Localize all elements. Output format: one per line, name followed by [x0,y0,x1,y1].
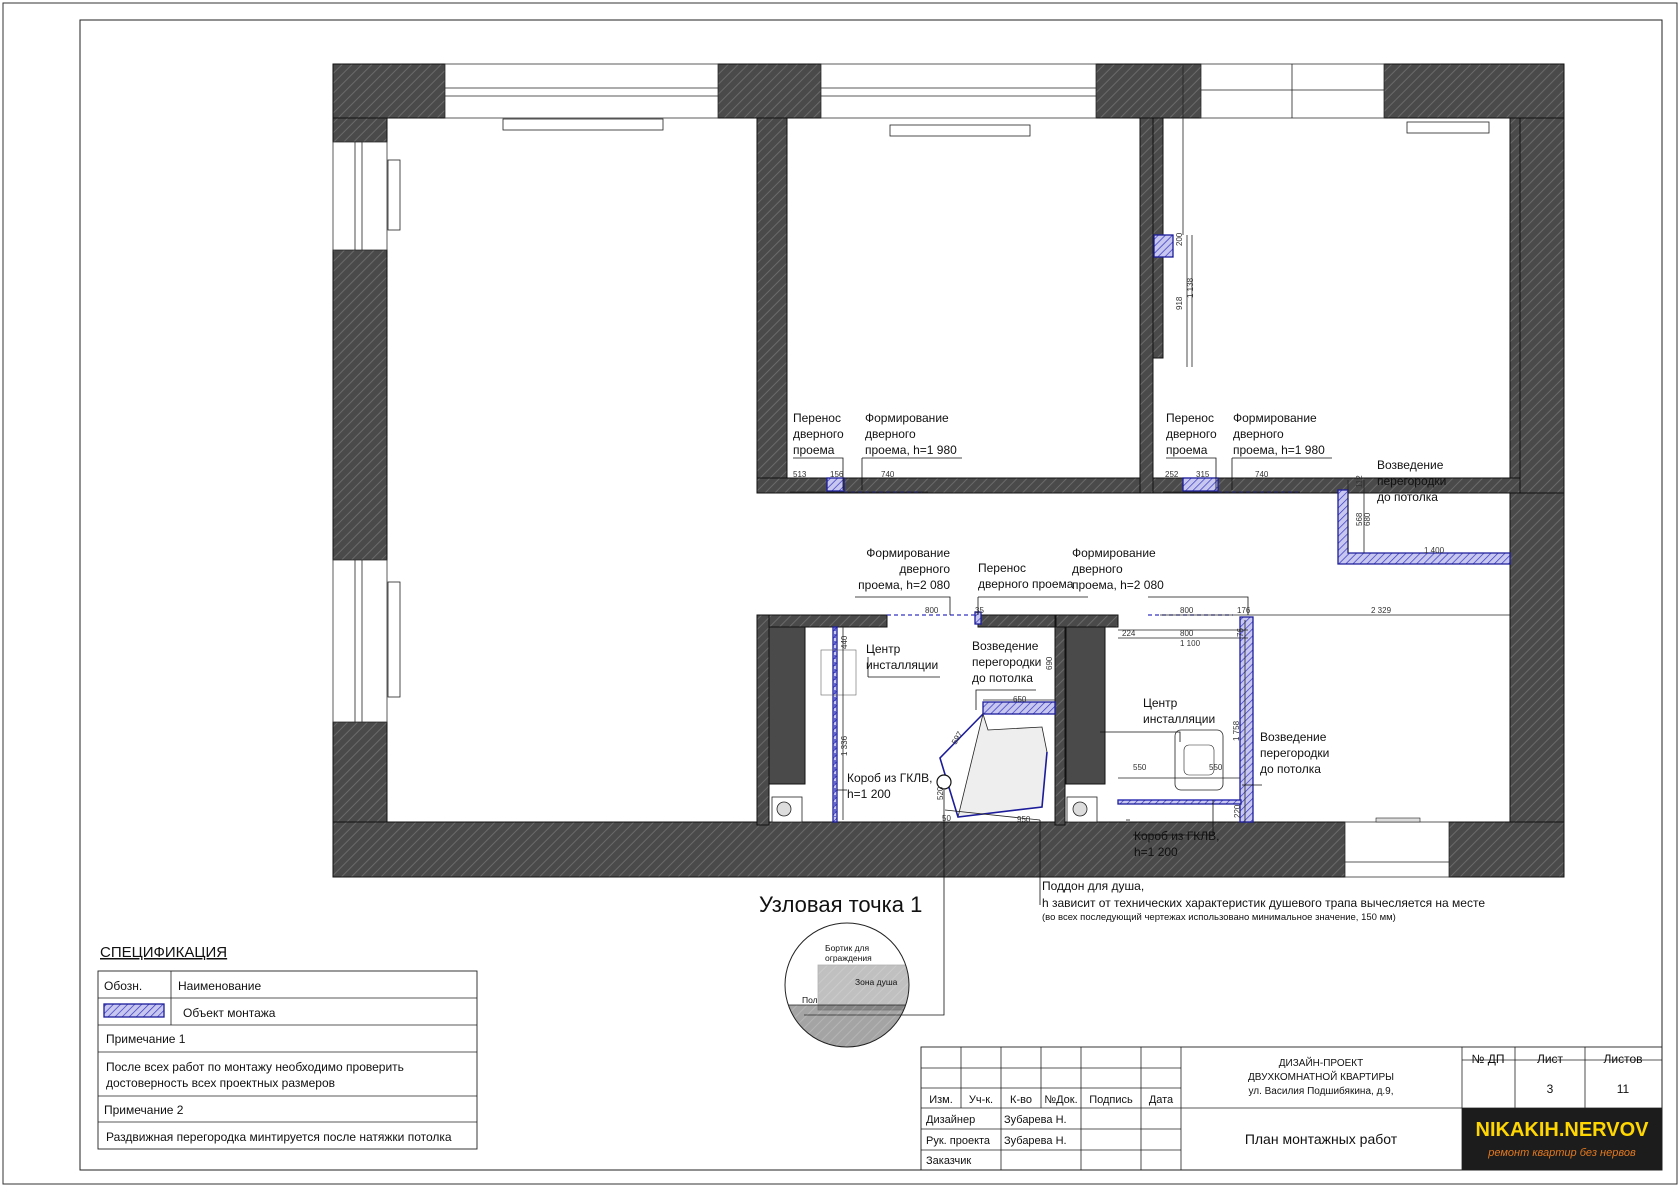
dimension-d13: 1 400 [1424,546,1445,555]
shower-note-line-1: Поддон для душа, [1042,879,1145,893]
window-top-2 [821,64,1096,118]
plan-label-a12-line-2: до потолка [1260,762,1321,776]
specification [98,944,477,1149]
plan-label-a8-line-2: проема, h=2 080 [1072,578,1164,592]
dimension-d20: 650 [1013,695,1027,704]
plan-label-a13-line-0: Короб из ГКЛВ, [847,771,933,785]
dimension-d7: 200 [1175,232,1184,246]
plan-label-a5-line-0: Возведение [1377,458,1444,472]
spec-note1-line-2: достоверность всех проектных размеров [106,1076,336,1090]
dimension-d22: 520 [936,786,945,800]
plan-label-a10-line-1: перегородки [972,655,1042,669]
dimension-d23: 50 [942,814,951,823]
spec-note1-title: Примечание 1 [106,1032,186,1046]
dimension-d33: 550 [1209,763,1223,772]
node-zone: Зона душа [855,977,898,987]
tb-project-1: ДИЗАЙН-ПРОЕКТ [1278,1058,1364,1069]
dimension-d11: 568 [1355,512,1364,526]
tb-role-client: Заказчик [926,1155,972,1167]
dimension-d34: 220 [1233,804,1242,818]
tb-sheets-total: 11 [1616,1082,1630,1096]
tb-role-lead: Рук. проекта [926,1135,991,1147]
dimension-d8: 918 [1175,296,1184,310]
plan-label-a8-line-0: Формирование [1072,546,1156,560]
plan-label-a7-line-0: Перенос [978,561,1026,575]
spec-title: СПЕЦИФИКАЦИЯ [100,944,228,961]
spec-header-name: Наименование [178,979,262,993]
window-left-1 [333,142,387,250]
dimension-d6: 740 [1255,470,1269,479]
logo-slogan: ремонт квартир без нервов [1488,1147,1636,1159]
plan-label-a4-line-0: Формирование [1233,411,1317,425]
plan-label-a6-line-2: проема, h=2 080 [858,578,950,592]
spec-header-code: Обозн. [104,979,143,993]
tb-role-designer: Дизайнер [926,1114,976,1126]
tb-header-2: К-во [1010,1094,1032,1106]
tb-name-lead: Зубарева Н. [1004,1135,1067,1147]
plan-label-a14-line-1: h=1 200 [1134,845,1178,859]
node-rim-2: ограждения [825,953,872,963]
plan-label-a4-line-1: дверного [1233,427,1284,441]
plan-label-a10-line-0: Возведение [972,639,1039,653]
dimension-d26: 176 [1237,606,1251,615]
plan-label-a4-line-2: проема, h=1 980 [1233,443,1325,457]
dimension-d28: 800 [1180,629,1194,638]
tb-sheet-title: План монтажных работ [1244,1131,1398,1147]
plan-label-a3-line-0: Перенос [1166,411,1214,425]
title-block [921,1047,1662,1170]
window-top-1 [445,64,718,118]
plan-label-a9-line-1: инсталляции [866,658,939,672]
tb-header-4: Подпись [1089,1094,1133,1106]
plan-label-a5-line-2: до потолка [1377,490,1438,504]
dimension-d14: 2 329 [1371,606,1392,615]
dimension-d30: 76 [1236,628,1245,637]
tb-project-3: ул. Василия Подшибякина, д.9, [1248,1086,1394,1097]
spec-legend-swatch [104,1004,164,1017]
dimension-d9: 1 138 [1186,277,1195,298]
window-left-2 [333,560,387,722]
plan-label-a2-line-2: проема, h=1 980 [865,443,957,457]
plan-label-a1-line-1: дверного [793,427,844,441]
dimension-d10: 112 [1355,475,1364,488]
dimension-d19: 690 [1045,656,1054,670]
spec-item: Объект монтажа [183,1006,276,1020]
dimension-d27: 224 [1122,629,1136,638]
plan-label-a12-line-0: Возведение [1260,730,1327,744]
dimension-d3: 740 [881,470,895,479]
dimension-d17: 440 [840,635,849,649]
tb-sheet-no: 3 [1546,1082,1554,1096]
tb-header-3: №Док. [1044,1094,1078,1106]
dimension-d16: 35 [975,606,984,615]
node-title: Узловая точка 1 [759,892,923,917]
dimension-d18: 1 336 [840,735,849,756]
shower-note-line-2: h зависит от технических характеристик душевого трапа вычесляется на месте [1042,896,1485,910]
plan-label-a7-line-1: дверного проема [978,577,1074,591]
plan-label-a5-line-1: перегородки [1377,474,1447,488]
tb-header-1: Уч-к. [968,1094,994,1106]
tb-header-5: Дата [1148,1094,1174,1106]
plan-label-a6-line-1: дверного [899,562,950,576]
dimension-d2: 156 [830,470,844,479]
dimension-d1: 513 [793,470,807,479]
tb-col-dp: № ДП [1471,1052,1505,1066]
node-floor: Пол [802,995,818,1005]
plan-label-a8-line-1: дверного [1072,562,1123,576]
plan-label-a3-line-2: проема [1166,443,1208,457]
plan-label-a14-line-0: Короб из ГКЛВ, [1134,829,1220,843]
dimension-d32: 550 [1133,763,1147,772]
plan-label-a1-line-0: Перенос [793,411,841,425]
tb-col-sheet: Лист [1536,1052,1564,1066]
shower-note-small: (во всех последующий чертежах использовано минимальное значение, 150 мм) [1042,912,1396,923]
node-point-1 [759,892,922,1065]
plan-label-a12-line-1: перегородки [1260,746,1330,760]
plan-label-a11-line-1: инсталляции [1143,712,1216,726]
tb-project-2: ДВУХКОМНАТНОЙ КВАРТИРЫ [1247,1072,1395,1083]
plan-label-a2-line-0: Формирование [865,411,949,425]
dimension-d4: 252 [1165,470,1179,479]
dimension-d15: 800 [925,606,939,615]
shower-note [1042,879,1485,923]
plan-label-a3-line-1: дверного [1166,427,1217,441]
radiators [388,119,1489,697]
installation-objects [827,235,1510,822]
spec-note2-text: Раздвижная перегородка минтируется после натяжки потолка [106,1130,452,1144]
node-rim-1: Бортик для [825,943,870,953]
plan-label-a6-line-0: Формирование [866,546,950,560]
dimension-d24: 950 [1017,815,1031,824]
plan-label-a1-line-2: проема [793,443,835,457]
dimension-d5: 315 [1196,470,1210,479]
tb-name-designer: Зубарева Н. [1004,1114,1067,1126]
window-top-3 [1201,64,1384,118]
logo-text: NIKAKIH.NERVOV [1475,1119,1649,1141]
spec-note1-line-1: После всех работ по монтажу необходимо проверить [106,1060,404,1074]
plan-label-a10-line-2: до потолка [972,671,1033,685]
tb-col-sheets: Листов [1603,1052,1643,1066]
dimension-d21: 597 [949,729,965,746]
spec-note2-title: Примечание 2 [104,1103,184,1117]
plan-label-a2-line-1: дверного [865,427,916,441]
dimension-d31: 1 758 [1232,720,1241,741]
dimension-d29: 1 100 [1180,639,1201,648]
window-bottom [1345,822,1449,877]
dimension-d25: 800 [1180,606,1194,615]
plan-label-a9-line-0: Центр [866,642,901,656]
plan-label-a13-line-1: h=1 200 [847,787,891,801]
tb-header-0: Изм. [929,1094,953,1106]
plan-label-a11-line-0: Центр [1143,696,1178,710]
dimension-d12: 680 [1363,512,1372,526]
